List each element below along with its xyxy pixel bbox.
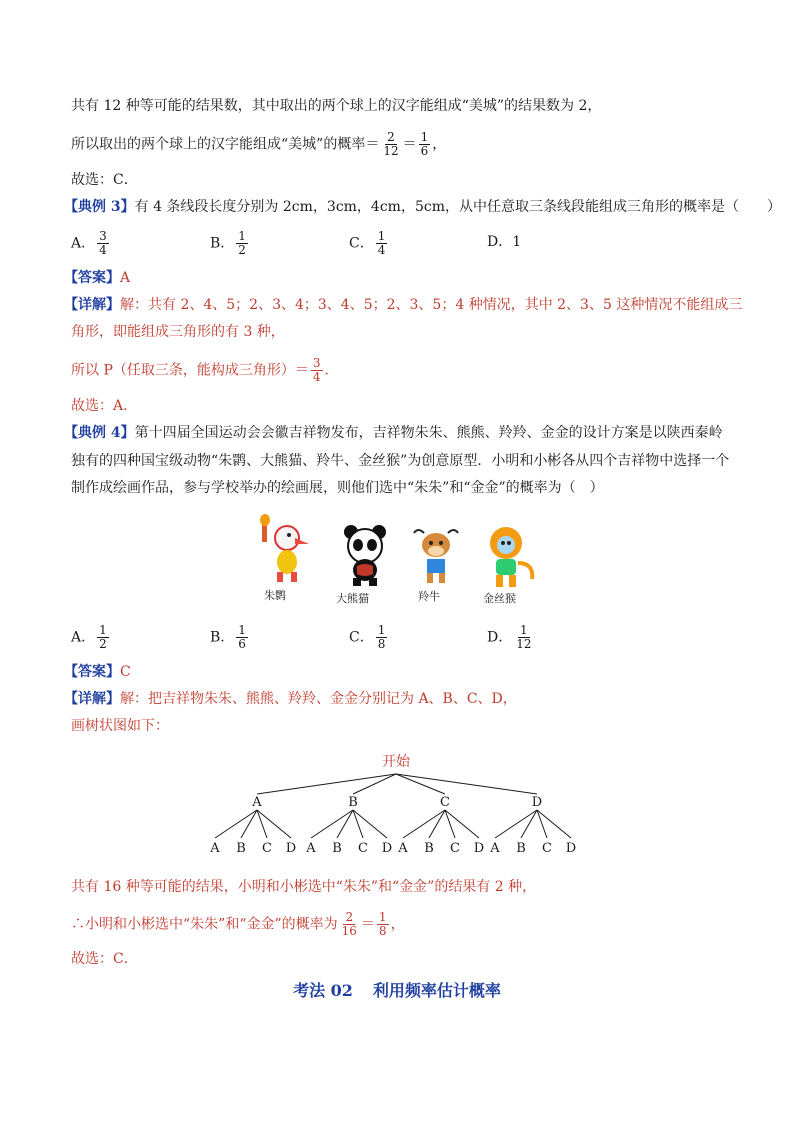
option-value: 1 bbox=[512, 234, 522, 250]
tree-node-level2: B bbox=[516, 841, 526, 856]
answer-value: C bbox=[120, 664, 131, 680]
detail-text: 解：共有 2、4、5；2、3、4；3、4、5；2、3、5；4 种情况，其中 2、3、5 这种情况不能组成三 bbox=[120, 297, 743, 313]
equals-sign: ＝ bbox=[360, 916, 375, 933]
equals-sign: ＝ bbox=[402, 136, 417, 153]
text-fragment: ． bbox=[324, 362, 339, 379]
question-text: 有 4 条线段长度分别为 2cm，3cm，4cm，5cm，从中任意取三条线段能组成三角形的概率是（ ） bbox=[134, 199, 781, 215]
tree-edge bbox=[429, 810, 445, 838]
text-fragment: 所以 P（任取三条，能构成三角形）＝ bbox=[71, 362, 309, 379]
fraction bbox=[236, 230, 248, 257]
result-line: 共有 16 种等可能的结果，小明和小彬选中“朱朱”和“金金”的结果有 2 种， bbox=[71, 879, 537, 895]
detail-line bbox=[64, 689, 517, 709]
option-a bbox=[71, 230, 111, 257]
detail-line bbox=[64, 295, 742, 315]
tree-node-level2: C bbox=[542, 841, 552, 856]
tree-edge bbox=[241, 810, 257, 838]
text-fragment: ， bbox=[432, 136, 447, 153]
option-label: C． bbox=[349, 235, 374, 252]
choice-line: 故选：C． bbox=[71, 951, 138, 967]
text-fragment: 所以取出的两个球上的汉字能组成“美城”的概率＝ bbox=[71, 136, 380, 153]
tree-node-level2: A bbox=[210, 841, 220, 856]
mascot-label: 朱鹮 bbox=[264, 589, 286, 602]
tree-node-level1: A bbox=[252, 795, 262, 810]
option-label: D． bbox=[487, 234, 513, 250]
example-tag: 【典例 4】 bbox=[64, 425, 135, 441]
tree-node-level2: D bbox=[473, 841, 485, 856]
tree-edge bbox=[495, 810, 537, 838]
denominator: 12 bbox=[383, 144, 399, 158]
denominator: 2 bbox=[238, 243, 246, 257]
option-label: D． bbox=[487, 629, 513, 646]
answer-value: A bbox=[120, 270, 131, 286]
numerator: 1 bbox=[378, 910, 387, 924]
tree-node-level2: D bbox=[565, 841, 577, 856]
example-3-question bbox=[64, 197, 781, 217]
golden-monkey-mascot-icon bbox=[478, 523, 540, 591]
numerator: 1 bbox=[238, 623, 246, 637]
numerator: 1 bbox=[420, 130, 429, 144]
section-title: 利用频率估计概率 bbox=[372, 981, 501, 1000]
denominator: 6 bbox=[420, 144, 429, 158]
tree-node-level2: A bbox=[398, 841, 408, 856]
takin-mascot-icon bbox=[410, 525, 462, 587]
detail-tag: 【详解】 bbox=[64, 691, 120, 707]
crested-ibis-mascot-icon bbox=[255, 514, 319, 586]
tree-diagram bbox=[200, 748, 600, 860]
option-label: C． bbox=[349, 629, 374, 646]
answer-line bbox=[64, 662, 131, 682]
answer-tag: 【答案】 bbox=[64, 270, 120, 286]
fraction bbox=[97, 230, 109, 257]
tree-node-level2: B bbox=[332, 841, 342, 856]
denominator: 4 bbox=[377, 243, 386, 257]
mascot-label: 羚牛 bbox=[418, 590, 440, 603]
tree-node-level2: B bbox=[424, 841, 434, 856]
tree-root-label: 开始 bbox=[382, 754, 410, 770]
tree-edges bbox=[215, 774, 571, 838]
panda-mascot-icon bbox=[335, 522, 395, 588]
answer-tag: 【答案】 bbox=[64, 664, 120, 680]
denominator: 4 bbox=[99, 243, 107, 257]
question-text: 制作成绘画作品，参与学校举办的绘画展，则他们选中“朱朱”和“金金”的概率为（ ） bbox=[71, 480, 604, 496]
text-line bbox=[71, 131, 446, 158]
option-b bbox=[210, 624, 250, 651]
choice-line: 故选：A． bbox=[71, 398, 138, 414]
fraction bbox=[236, 624, 248, 651]
fraction bbox=[376, 624, 388, 651]
mascot-label: 大熊猫 bbox=[336, 592, 369, 605]
option-label: B． bbox=[210, 235, 235, 252]
probability-line bbox=[71, 357, 339, 384]
question-text: 第十四届全国运动会会徽吉祥物发布，吉祥物朱朱、熊熊、羚羚、金金的设计方案是以陕西秦岭 bbox=[134, 425, 723, 441]
tree-node-level1: B bbox=[348, 795, 358, 810]
tree-edge bbox=[396, 774, 537, 794]
fraction bbox=[376, 230, 388, 257]
denominator: 12 bbox=[516, 637, 532, 651]
choice-line: 故选：C． bbox=[71, 172, 138, 188]
fraction bbox=[97, 624, 109, 651]
option-label: A． bbox=[71, 629, 96, 646]
numerator: 1 bbox=[520, 623, 528, 637]
numerator: 2 bbox=[345, 910, 354, 924]
tree-nodes bbox=[209, 795, 576, 856]
tree-node-level2: C bbox=[358, 841, 368, 856]
option-d bbox=[487, 232, 521, 252]
numerator: 1 bbox=[238, 229, 246, 243]
tree-edge bbox=[403, 810, 445, 838]
option-c bbox=[349, 624, 389, 651]
fraction bbox=[381, 131, 400, 158]
denominator: 6 bbox=[238, 637, 246, 651]
tree-edge bbox=[311, 810, 353, 838]
fraction bbox=[311, 357, 323, 384]
option-c bbox=[349, 230, 389, 257]
denominator: 8 bbox=[378, 924, 387, 938]
tree-node-level2: A bbox=[306, 841, 316, 856]
example-4-question bbox=[64, 423, 723, 443]
example-tag: 【典例 3】 bbox=[64, 199, 135, 215]
fraction bbox=[514, 624, 533, 651]
denominator: 2 bbox=[99, 637, 107, 651]
fraction bbox=[377, 911, 389, 938]
numerator: 2 bbox=[387, 130, 395, 144]
numerator: 3 bbox=[99, 229, 107, 243]
text-fragment: ， bbox=[390, 916, 405, 933]
section-number: 考法 02 bbox=[293, 981, 353, 1000]
numerator: 3 bbox=[312, 356, 321, 370]
option-label: A． bbox=[71, 235, 96, 252]
tree-edge bbox=[215, 810, 257, 838]
numerator: 1 bbox=[377, 623, 386, 637]
tree-node-level2: C bbox=[262, 841, 272, 856]
detail-line: 画树状图如下： bbox=[71, 718, 169, 734]
text-fragment: ∴小明和小彬选中“朱朱”和“金金”的概率为 bbox=[71, 916, 338, 933]
detail-text: 解：把吉祥物朱朱、熊熊、羚羚、金金分别记为 A、B、C、D， bbox=[120, 691, 517, 707]
tree-edge bbox=[337, 810, 353, 838]
section-heading bbox=[0, 978, 794, 1001]
mascot-label: 金丝猴 bbox=[483, 592, 516, 605]
tree-node-level2: D bbox=[381, 841, 393, 856]
detail-line: 角形，即能组成三角形的有 3 种， bbox=[71, 324, 285, 340]
probability-line bbox=[71, 911, 405, 938]
tree-node-level1: C bbox=[440, 795, 450, 810]
tree-node-level2: C bbox=[450, 841, 460, 856]
text-line: 共有 12 种等可能的结果数，其中取出的两个球上的汉字能组成“美城”的结果数为 2， bbox=[71, 98, 602, 114]
tree-node-level1: D bbox=[531, 795, 543, 810]
option-label: B． bbox=[210, 629, 235, 646]
denominator: 8 bbox=[377, 637, 386, 651]
fraction bbox=[340, 911, 359, 938]
denominator: 16 bbox=[341, 924, 357, 938]
numerator: 1 bbox=[377, 229, 386, 243]
tree-edge bbox=[521, 810, 537, 838]
tree-node-level2: D bbox=[285, 841, 297, 856]
answer-line bbox=[64, 268, 130, 288]
detail-tag: 【详解】 bbox=[64, 297, 120, 313]
option-d bbox=[487, 624, 536, 651]
denominator: 4 bbox=[312, 370, 321, 384]
question-text: 独有的四种国宝级动物“朱鹮、大熊猫、羚牛、金丝猴”为创意原型．小明和小彬各从四个吉祥物中选择一个 bbox=[71, 453, 730, 469]
option-b bbox=[210, 230, 250, 257]
fraction bbox=[419, 131, 431, 158]
tree-node-level2: B bbox=[236, 841, 246, 856]
numerator: 1 bbox=[99, 623, 107, 637]
tree-node-level2: A bbox=[490, 841, 500, 856]
option-a bbox=[71, 624, 111, 651]
